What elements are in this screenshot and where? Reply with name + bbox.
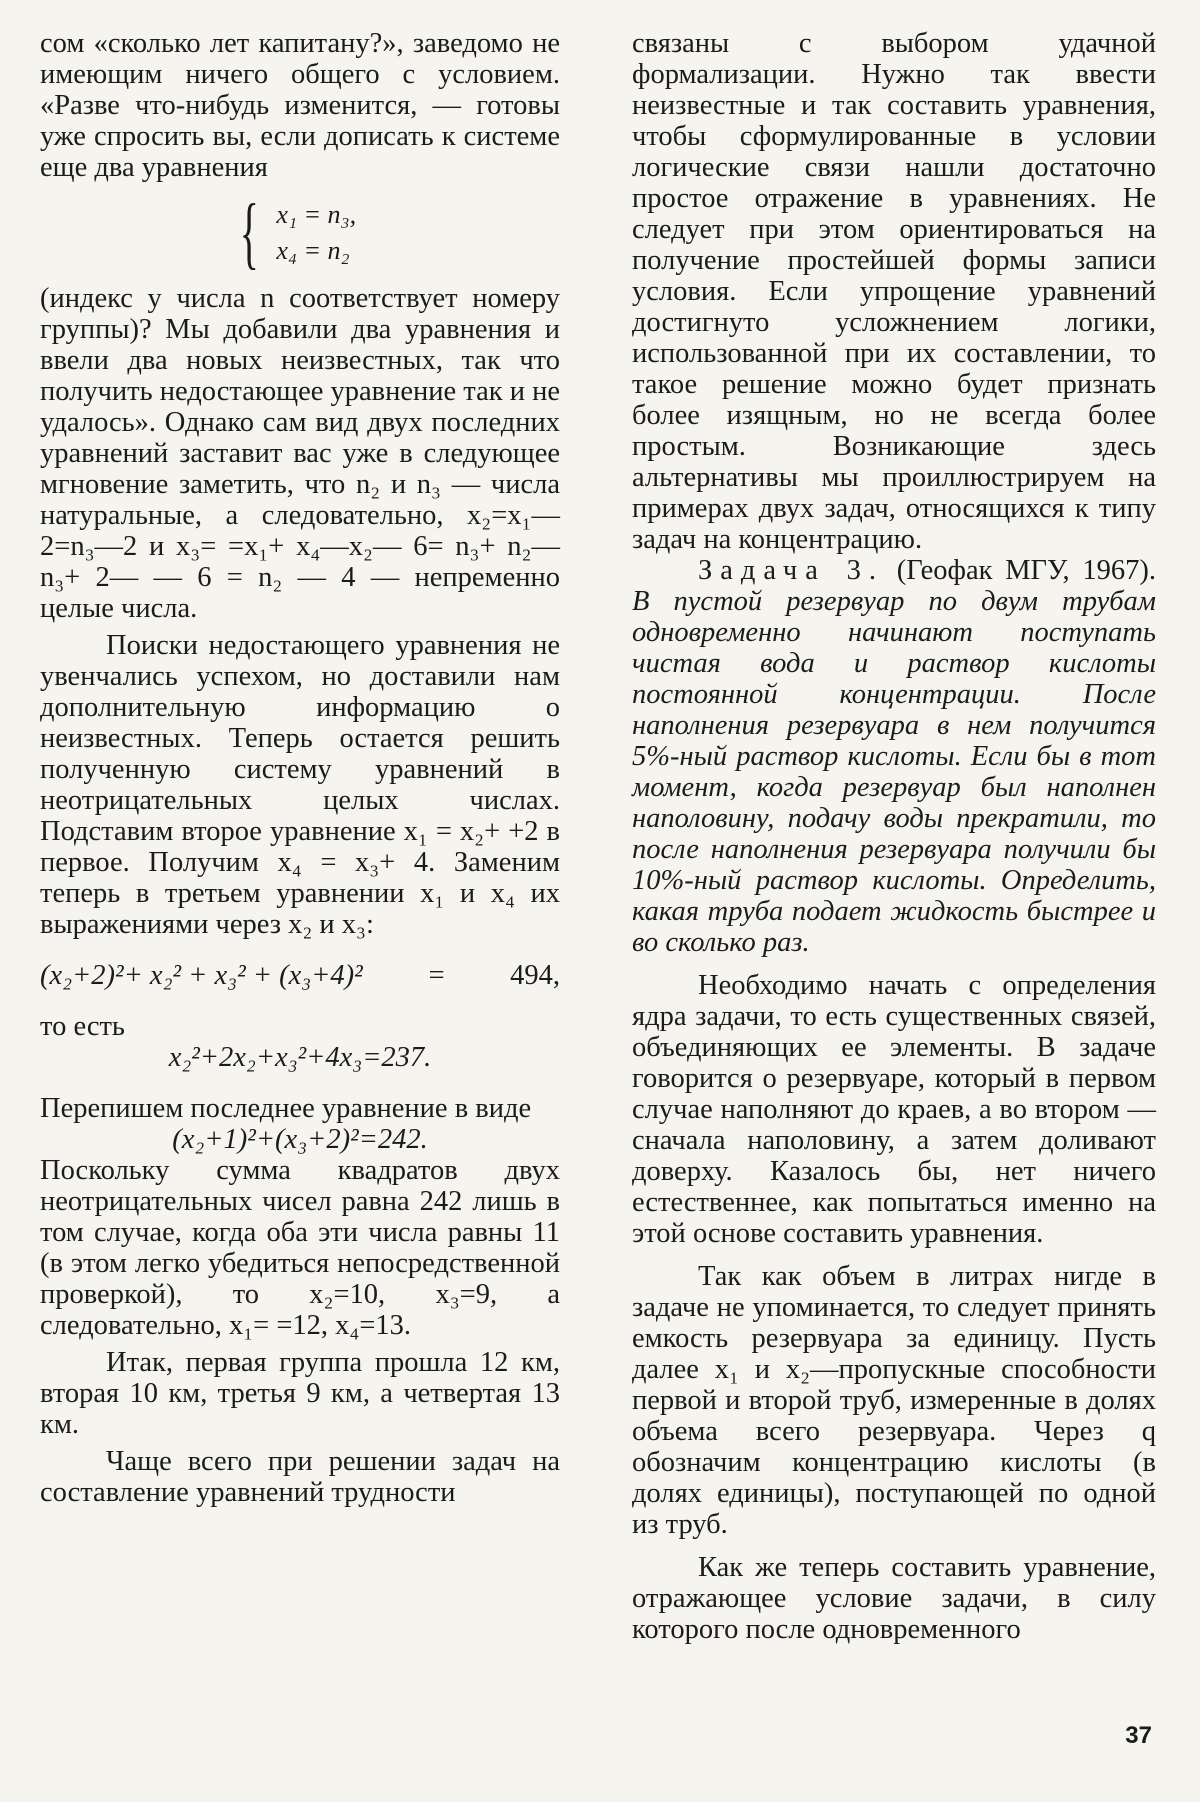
task-label: Задача 3. bbox=[698, 555, 885, 586]
paragraph: Как же теперь составить уравнение, отражающее условие задачи, в силу которого после одновременного bbox=[632, 1552, 1156, 1645]
paragraph: сом «сколько лет капитану?», заведомо не имеющим ничего общего с условием. «Разве что-нибудь изменится, — готовы уже спросить вы, если дописать к системе еще два уравнения bbox=[40, 28, 560, 183]
task-source: (Геофак МГУ, 1967). bbox=[896, 555, 1157, 586]
paragraph: Чаще всего при решении задач на составление уравнений трудности bbox=[40, 1446, 560, 1508]
paragraph: Поиски недостающего уравнения не увенчались успехом, но доставили нам дополнительную информацию о неизвестных. Теперь остается решить полученную систему уравнений в неотрицательных целых числах. Подставим второе уравнение x₁ = x₂+ +2 в первое. Получим x₄ = x₃+ 4. Заменим теперь в третьем уравнении x₁ и x₄ их выражениями через x₂ и x₃: bbox=[40, 630, 560, 940]
system-equation: x₁ = n₃, bbox=[276, 200, 357, 229]
brace-icon: { bbox=[239, 189, 259, 277]
equation: x₂²+2x₂+x₃²+4x₃=237. bbox=[168, 1042, 432, 1073]
equation bbox=[40, 960, 560, 991]
equation: (x₂+1)²+(x₃+2)²=242. bbox=[172, 1124, 428, 1155]
equation-lhs: (x₂+2)²+ x₂² + x₃² + (x₃+4)² bbox=[40, 960, 363, 991]
paragraph: Перепишем последнее уравнение в виде bbox=[40, 1093, 532, 1124]
text-line: то есть bbox=[40, 1011, 125, 1042]
paragraph: Итак, первая группа прошла 12 км, вторая 10 км, третья 9 км, а четвертая 13 км. bbox=[40, 1347, 560, 1440]
system-equation: x₄ = n₂ bbox=[276, 236, 350, 265]
paragraph: связаны с выбором удачной формализации. Нужно так ввести неизвестные и так составить уравнения, чтобы сформулированные в условии логические связи нашли достаточно простое отражение в уравнениях. Не следует при этом ориентироваться на получение простейшей формы записи условия. Если упрощение уравнений достигнуто усложнением логики, использованной при их составлении, то такое решение можно будет признать более изящным, но не всегда более простым. Возникающие здесь альтернативы мы проиллюстрируем на примерах двух задач, относящихся к типу задач на концентрацию. bbox=[632, 28, 1156, 555]
task-paragraph bbox=[632, 555, 1156, 958]
paragraph: Поскольку сумма квадратов двух неотрицательных чисел равна 242 лишь в том случае, когда оба эти числа равны 11 (в этом легко убедиться непосредственной проверкой), то x₂=10, x₃=9, а следовательно, x₁= =12, x₄=13. bbox=[40, 1155, 560, 1341]
equation-system bbox=[230, 189, 560, 277]
page-number: 37 bbox=[1125, 1722, 1152, 1749]
equation-sign: = bbox=[426, 960, 447, 991]
paragraph: Необходимо начать с определения ядра задачи, то есть существенных связей, объединяющих ее элементы. В задаче говорится о резервуаре, который в первом случае наполняют до краев, а во втором — сначала наполовину, а затем доливают доверху. Казалось бы, нет ничего естественнее, как попытаться именно на этой основе составить уравнения. bbox=[632, 970, 1156, 1249]
paragraph: (индекс у числа n соответствует номеру группы)? Мы добавили два уравнения и ввели два новых неизвестных, так что получить недостающее уравнение так и не удалось». Однако сам вид двух последних уравнений заставит вас уже в следующее мгновение заметить, что n₂ и n₃ — числа натуральные, а следовательно, x₂=x₁—2=n₃—2 и x₃= =x₁+ x₄—x₂— 6= n₃+ n₂— n₃+ 2— — 6 = n₂ — 4 — непременно целые числа. bbox=[40, 283, 560, 624]
right-column bbox=[632, 28, 1156, 1645]
left-column bbox=[40, 28, 560, 1508]
task-text: В пустой резервуар по двум трубам одновременно начинают поступать чистая вода и раствор кислоты постоянной концентрации. После наполнения резервуара в нем получится 5%-ный раствор кислоты. Если бы в тот момент, когда резервуар был наполнен наполовину, подачу воды прекратили, то после наполнения резервуара получили бы 10%-ный раствор кислоты. Определить, какая труба подает жидкость быстрее и во сколько раз. bbox=[632, 586, 1156, 958]
equation-rhs: 494, bbox=[510, 960, 560, 991]
paragraph: Так как объем в литрах нигде в задаче не упоминается, то следует принять емкость резервуара за единицу. Пусть далее x₁ и x₂—пропускные способности первой и второй труб, измеренные в долях объема всего резервуара. Через q обозначим концентрацию кислоты (в долях единицы), поступающей по одной из труб. bbox=[632, 1261, 1156, 1540]
